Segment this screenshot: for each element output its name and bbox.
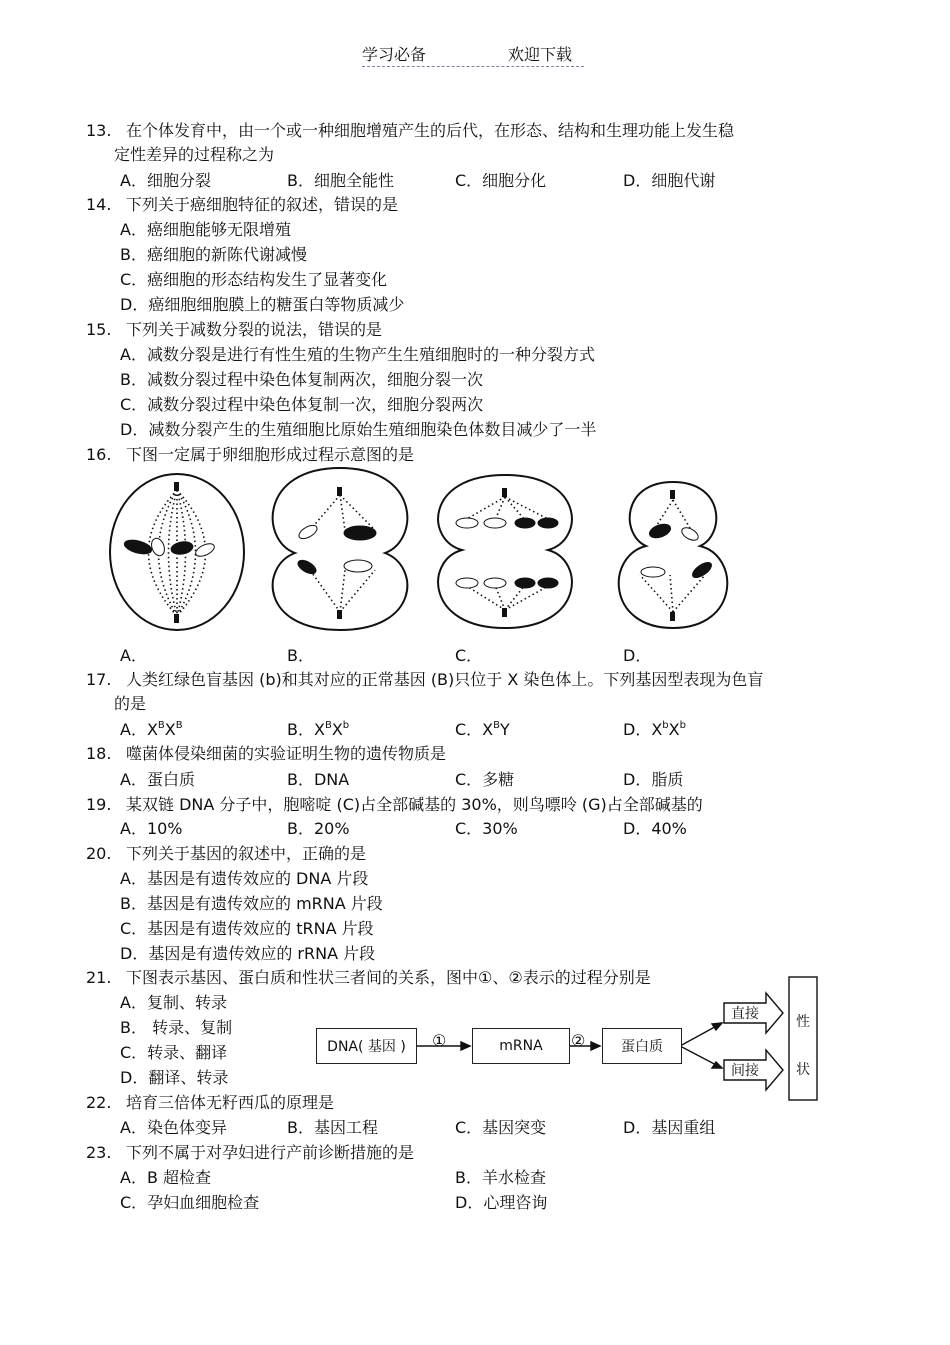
q14-option-b: B．癌细胞的新陈代谢减慢 (120, 245, 307, 264)
step-1-label: ① (432, 1031, 447, 1050)
q19-option-c: C．30% (455, 819, 518, 838)
q17-number: 17. (86, 670, 112, 689)
q18-option-c: C．多糖 (455, 770, 515, 789)
q22-stem: 培育三倍体无籽西瓜的原理是 (126, 1093, 335, 1112)
q22-option-b: B．基因工程 (287, 1118, 378, 1137)
trait-label-1: 性 (796, 1014, 810, 1030)
q23-stem: 下列不属于对孕妇进行产前诊断措施的是 (126, 1143, 415, 1162)
q20-number: 20. (86, 844, 112, 863)
q19-number: 19. (86, 795, 112, 814)
q13-option-c: C．细胞分化 (455, 171, 547, 190)
q22-option-a: A．染色体变异 (120, 1118, 227, 1137)
q14-stem: 下列关于癌细胞特征的叙述，错误的是 (126, 195, 399, 214)
q21-option-c: C．转录、翻译 (120, 1043, 228, 1062)
q18-number: 18. (86, 744, 112, 763)
q15-number: 15. (86, 320, 112, 339)
q15-option-c: C．减数分裂过程中染色体复制一次，细胞分裂两次 (120, 395, 484, 414)
indirect-label: 间接 (731, 1063, 759, 1079)
direct-label: 直接 (731, 1006, 759, 1022)
trait-label-2: 状 (796, 1062, 810, 1078)
q16-option-c: C． (455, 646, 483, 665)
q19-option-d: D．40% (623, 819, 687, 838)
q13-stem-cont: 定性差异的过程称之为 (114, 145, 275, 164)
q20-option-d: D．基因是有遗传效应的 rRNA 片段 (120, 944, 376, 963)
mrna-box: mRNA (472, 1028, 570, 1064)
q16-number: 16. (86, 445, 112, 464)
q14-option-c: C．癌细胞的形态结构发生了显著变化 (120, 270, 388, 289)
header-left: 学习必备 (362, 45, 427, 64)
q15-option-a: A．减数分裂是进行有性生殖的生物产生生殖细胞时的一种分裂方式 (120, 345, 595, 364)
q15-option-b: B．减数分裂过程中染色体复制两次，细胞分裂一次 (120, 370, 483, 389)
q13-option-b: B．细胞全能性 (287, 171, 394, 190)
q18-option-d: D．脂质 (623, 770, 684, 789)
q23-option-b: B．羊水检查 (455, 1168, 546, 1187)
q23-option-c: C．孕妇血细胞检查 (120, 1193, 260, 1212)
q22-number: 22. (86, 1093, 112, 1112)
q23-option-a: A．B 超检查 (120, 1168, 212, 1187)
step-2-label: ② (571, 1031, 586, 1050)
q18-option-b: B．DNA (287, 770, 350, 789)
q18-stem: 噬菌体侵染细菌的实验证明生物的遗传物质是 (126, 744, 447, 763)
q15-stem: 下列关于减数分裂的说法，错误的是 (126, 320, 383, 339)
protein-box: 蛋白质 (602, 1028, 682, 1064)
q21-number: 21. (86, 968, 112, 987)
q16-option-a: A． (120, 646, 147, 665)
q15-option-d: D．减数分裂产生的生殖细胞比原始生殖细胞染色体数目减少了一半 (120, 420, 597, 439)
q19-stem: 某双链 DNA 分子中，胞嘧啶 (C)占全部碱基的 30%，则鸟嘌呤 (G)占全部碱基的 (126, 795, 703, 814)
q13-stem: 在个体发育中，由一个或一种细胞增殖产生的后代，在形态、结构和生理功能上发生稳 (126, 121, 735, 140)
q16-stem: 下图一定属于卵细胞形成过程示意图的是 (126, 445, 415, 464)
q20-option-c: C．基因是有遗传效应的 tRNA 片段 (120, 919, 374, 938)
q17-stem: 人类红绿色盲基因 (b)和其对应的正常基因 (B)只位于 X 染色体上。下列基因型表现为色盲 (126, 670, 764, 689)
q21-option-a: A．复制、转录 (120, 993, 227, 1012)
q17-option-d: D．$X^bX^b$ (623, 720, 686, 739)
q22-option-d: D．基因重组 (623, 1118, 716, 1137)
q14-option-a: A．癌细胞能够无限增殖 (120, 220, 291, 239)
q13-option-d: D．细胞代谢 (623, 171, 716, 190)
q14-number: 14. (86, 195, 112, 214)
q23-option-d: D．心理咨询 (455, 1193, 548, 1212)
q18-option-a: A．蛋白质 (120, 770, 195, 789)
q13-number: 13. (86, 121, 112, 140)
q17-stem-cont: 的是 (114, 694, 147, 713)
q17-option-b: B．$X^BX^b$ (287, 720, 350, 739)
q17-option-a: A．$X^BX^B$ (120, 720, 183, 739)
q21-option-d: D．翻译、转录 (120, 1068, 229, 1087)
dna-box: DNA( 基因 ) (316, 1028, 417, 1064)
q20-option-a: A．基因是有遗传效应的 DNA 片段 (120, 869, 369, 888)
q23-number: 23. (86, 1143, 112, 1162)
q21-option-b: B． 转录、复制 (120, 1018, 233, 1037)
q14-option-d: D．癌细胞细胞膜上的糖蛋白等物质减少 (120, 295, 405, 314)
q20-option-b: B．基因是有遗传效应的 mRNA 片段 (120, 894, 383, 913)
q19-option-a: A．10% (120, 819, 183, 838)
q16-option-b: B． (287, 646, 314, 665)
q16-option-d: D． (623, 646, 652, 665)
q21-stem: 下图表示基因、蛋白质和性状三者间的关系，图中①、②表示的过程分别是 (126, 968, 651, 987)
q22-option-c: C．基因突变 (455, 1118, 547, 1137)
q19-option-b: B．20% (287, 819, 350, 838)
q20-stem: 下列关于基因的叙述中，正确的是 (126, 844, 367, 863)
q17-option-c: C．$X^BY$ (455, 720, 510, 739)
header-right: 欢迎下载 (508, 45, 573, 64)
q13-option-a: A．细胞分裂 (120, 171, 211, 190)
